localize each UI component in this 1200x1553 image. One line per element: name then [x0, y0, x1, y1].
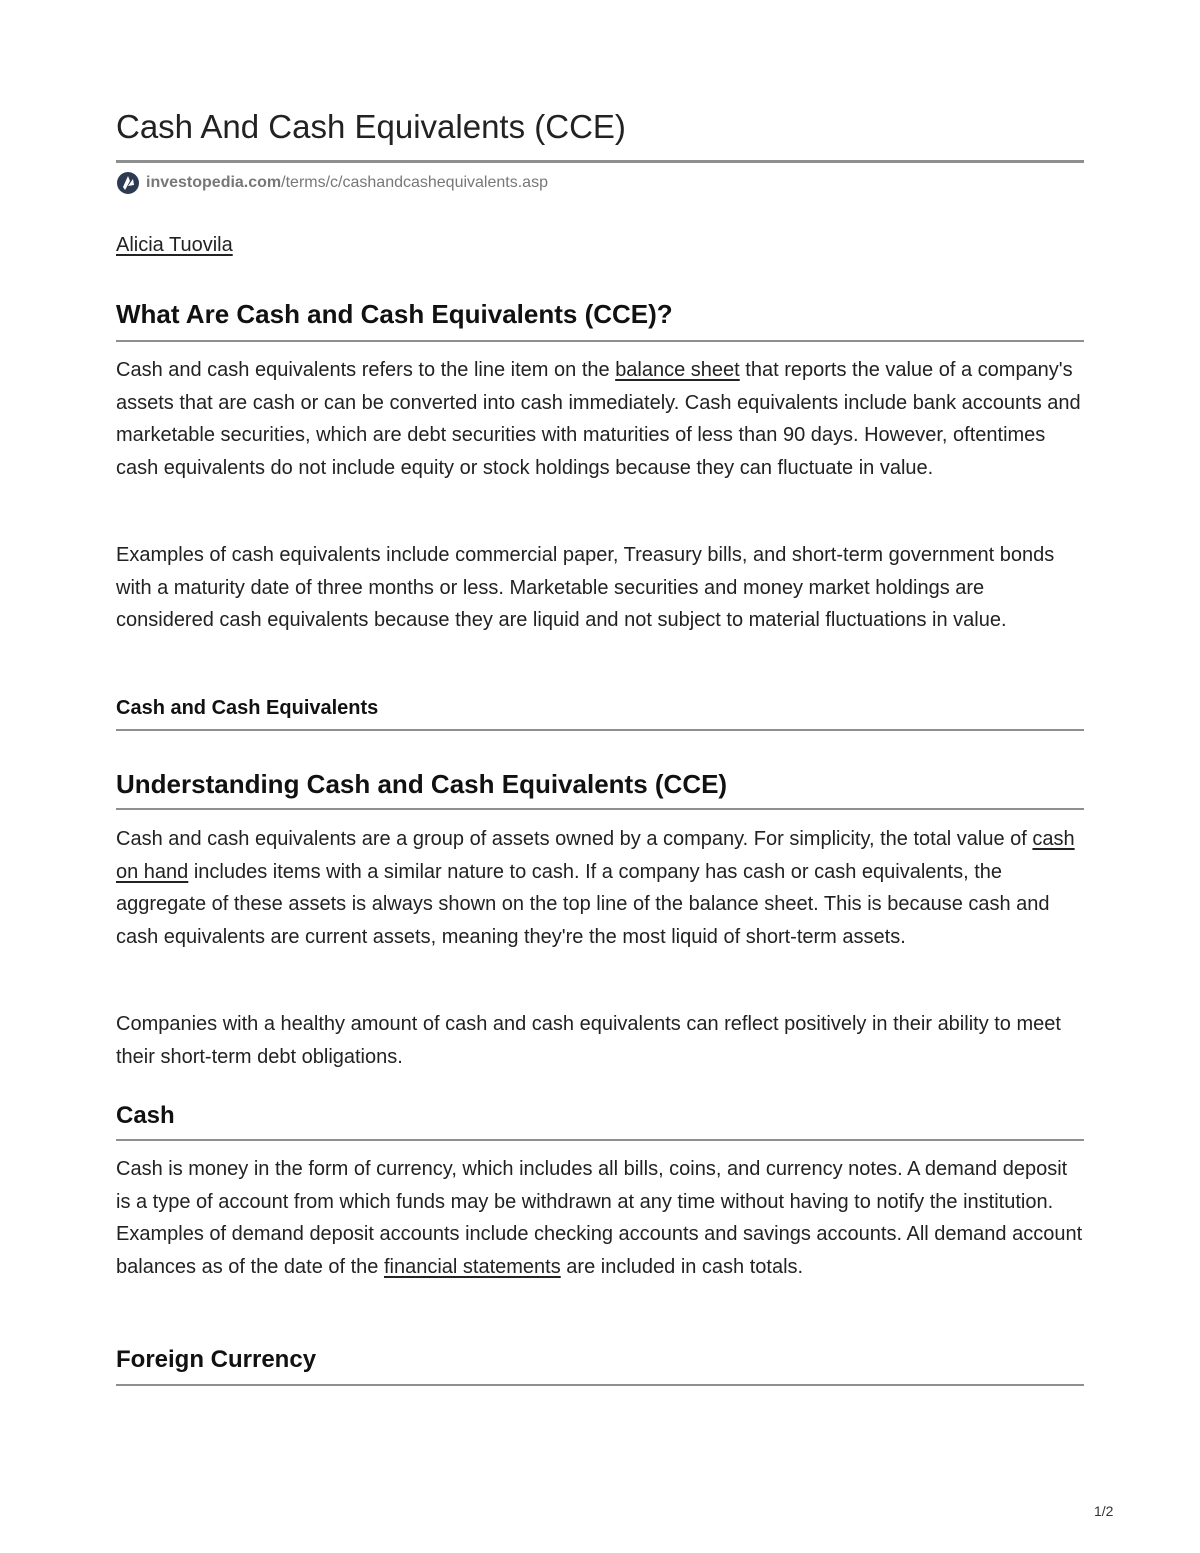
section-heading-understanding: Understanding Cash and Cash Equivalents (CCE) — [116, 769, 728, 799]
paragraph: Cash and cash equivalents are a group of assets owned by a company. For simplicity, the total value of cash on hand includes items with a similar nature to cash. If a company has cash or cash equivalents, the aggregate of these assets is always shown on the top line of the balance sheet. This is because cash and cash equivalents are current assets, meaning they're the most liquid of short-term assets. — [116, 828, 1075, 948]
paragraph: Cash and cash equivalents refers to the line item on the balance sheet that reports the value of a company's assets that are cash or can be converted into cash immediately. Cash equivalents include bank accounts and marketable securities, which are debt securities with maturities of less than 90 days. However, oftentimes cash equivalents do not include equity or stock holdings because they can fluctuate in value. — [116, 359, 1081, 479]
section-divider — [116, 340, 1084, 342]
subsection-heading-cash-equivalents: Cash and Cash Equivalents — [116, 697, 379, 719]
section-divider — [116, 1384, 1084, 1386]
link-cash-on-hand[interactable]: cash on hand — [116, 828, 1075, 883]
link-balance-sheet[interactable]: balance sheet — [615, 359, 740, 381]
author-link[interactable]: Alicia Tuovila — [116, 234, 233, 256]
title-divider — [116, 160, 1084, 163]
investopedia-logo-icon — [116, 171, 140, 195]
page-number: 1/2 — [1094, 1503, 1114, 1519]
section-heading-what: What Are Cash and Cash Equivalents (CCE)? — [116, 299, 673, 329]
page-title: Cash And Cash Equivalents (CCE) — [116, 108, 626, 145]
section-heading-foreign-currency: Foreign Currency — [116, 1346, 317, 1373]
source-domain: investopedia.com — [146, 174, 282, 191]
section-divider — [116, 808, 1084, 810]
source-path: /terms/c/cashandcashequivalents.asp — [281, 174, 548, 191]
source-url[interactable] — [116, 170, 548, 196]
section-divider — [116, 729, 1084, 731]
section-divider — [116, 1139, 1084, 1141]
paragraph: Cash is money in the form of currency, which includes all bills, coins, and currency notes. A demand deposit is a type of account from which funds may be withdrawn at any time without having to notify the institution. Examples of demand deposit accounts include checking accounts and savings accounts. All demand account balances as of the date of the financial statements are included in cash totals. — [116, 1158, 1083, 1278]
paragraph: Companies with a healthy amount of cash and cash equivalents can reflect positively in their ability to meet their short-term debt obligations. — [116, 1013, 1061, 1068]
paragraph: Examples of cash equivalents include commercial paper, Treasury bills, and short-term government bonds with a maturity date of three months or less. Marketable securities and money market holdings are considered cash equivalents because they are liquid and not subject to material fluctuations in value. — [116, 544, 1055, 631]
link-financial-statements[interactable]: financial statements — [383, 1255, 561, 1278]
section-heading-cash: Cash — [116, 1102, 175, 1129]
